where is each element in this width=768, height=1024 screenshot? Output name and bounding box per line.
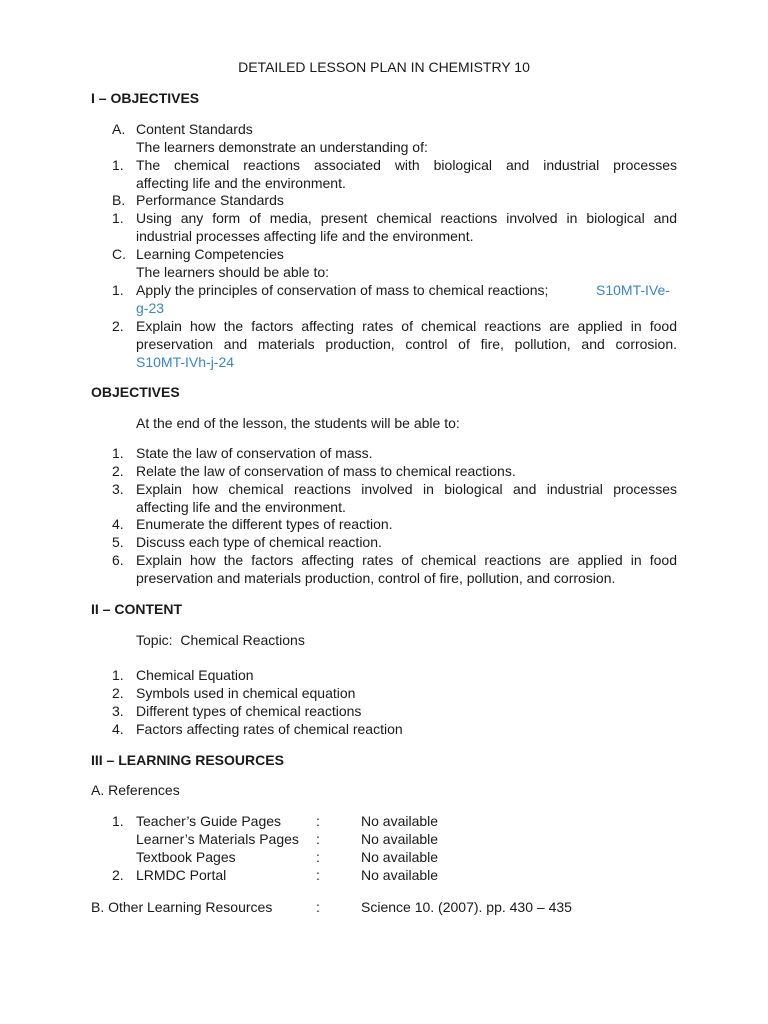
learning-competencies-label: Learning Competencies <box>136 246 284 262</box>
objectives-intro: At the end of the lesson, the students will be able to: <box>136 415 460 431</box>
list-marker: 1. <box>112 157 124 173</box>
section-heading-lesson-objectives: OBJECTIVES <box>91 384 180 400</box>
content-standard-item-line: The chemical reactions associated with biological and industrial processes <box>136 157 677 173</box>
reference-value: No available <box>361 849 439 865</box>
list-marker: 3. <box>112 481 124 497</box>
list-marker: 1. <box>112 813 124 829</box>
list-marker: C. <box>112 246 126 262</box>
list-marker: 4. <box>112 721 124 737</box>
list-marker: 1. <box>112 667 124 683</box>
reference-label: LRMDC Portal <box>136 867 227 883</box>
objective-item-line: Relate the law of conservation of mass to chemical reactions. <box>136 463 516 479</box>
list-marker: 1. <box>112 445 124 461</box>
objective-item-line: Discuss each type of chemical reaction. <box>136 534 382 550</box>
reference-value: No available <box>361 831 439 847</box>
reference-colon: : <box>316 813 320 829</box>
objective-item-line: Explain how chemical reactions involved in biological and industrial processes <box>136 481 677 497</box>
competency-item-line: Explain how the factors affecting rates of chemical reactions are applied in food <box>136 318 677 334</box>
objective-item-line: preservation and materials production, control of fire, pollution, and corrosion. <box>136 570 616 586</box>
document-title: DETAILED LESSON PLAN IN CHEMISTRY 10 <box>238 59 530 75</box>
reference-colon: : <box>316 849 320 865</box>
competency-code: g-23 <box>136 300 165 316</box>
content-item: Different types of chemical reactions <box>136 703 362 719</box>
list-marker: 1. <box>112 210 124 226</box>
section-heading-learning-resources: III – LEARNING RESOURCES <box>91 752 284 768</box>
reference-label: Teacher’s Guide Pages <box>136 813 282 829</box>
objective-item-line: Enumerate the different types of reaction. <box>136 516 393 532</box>
performance-standard-item-line: industrial processes affecting life and the environment. <box>136 228 474 244</box>
competency-code: S10MT-IVh-j-24 <box>136 354 235 370</box>
reference-label: Learner’s Materials Pages <box>136 831 299 847</box>
content-standards-intro: The learners demonstrate an understanding of: <box>136 139 428 155</box>
objective-item-line: Explain how the factors affecting rates of chemical reactions are applied in food <box>136 552 677 568</box>
list-marker: 2. <box>112 867 124 883</box>
list-marker: 1. <box>112 282 124 298</box>
performance-standard-item-line: Using any form of media, present chemical reactions involved in biological and <box>136 210 677 226</box>
references-label: A. References <box>91 782 180 798</box>
content-item: Symbols used in chemical equation <box>136 685 356 701</box>
performance-standards-label: Performance Standards <box>136 192 284 208</box>
reference-colon: : <box>316 831 320 847</box>
reference-value: No available <box>361 813 439 829</box>
list-marker: A. <box>112 121 126 137</box>
list-marker: 2. <box>112 463 124 479</box>
reference-label: Textbook Pages <box>136 849 236 865</box>
section-heading-content: II – CONTENT <box>91 601 183 617</box>
content-standards-label: Content Standards <box>136 121 253 137</box>
list-marker: 5. <box>112 534 124 550</box>
content-standard-item-line: affecting life and the environment. <box>136 175 346 191</box>
list-marker: 2. <box>112 318 124 334</box>
list-marker: 6. <box>112 552 124 568</box>
list-marker: 4. <box>112 516 124 532</box>
objective-item-line: affecting life and the environment. <box>136 499 346 515</box>
competency-code: S10MT-IVe- <box>596 282 670 298</box>
content-item: Chemical Equation <box>136 667 254 683</box>
content-topic: Topic: Chemical Reactions <box>136 632 305 648</box>
competency-item-line: Apply the principles of conservation of mass to chemical reactions; <box>136 282 549 298</box>
other-resources-colon: : <box>316 899 320 915</box>
reference-value: No available <box>361 867 439 883</box>
other-resources-value: Science 10. (2007). pp. 430 – 435 <box>361 899 572 915</box>
list-marker: 3. <box>112 703 124 719</box>
list-marker: B. <box>112 192 126 208</box>
list-marker: 2. <box>112 685 124 701</box>
objective-item-line: State the law of conservation of mass. <box>136 445 373 461</box>
reference-colon: : <box>316 867 320 883</box>
competency-item-line: preservation and materials production, control of fire, pollution, and corrosion. <box>136 336 677 352</box>
learning-competencies-intro: The learners should be able to: <box>136 264 330 280</box>
content-item: Factors affecting rates of chemical reaction <box>136 721 403 737</box>
other-resources-label: B. Other Learning Resources <box>91 899 273 915</box>
section-heading-objectives: I – OBJECTIVES <box>91 90 200 106</box>
